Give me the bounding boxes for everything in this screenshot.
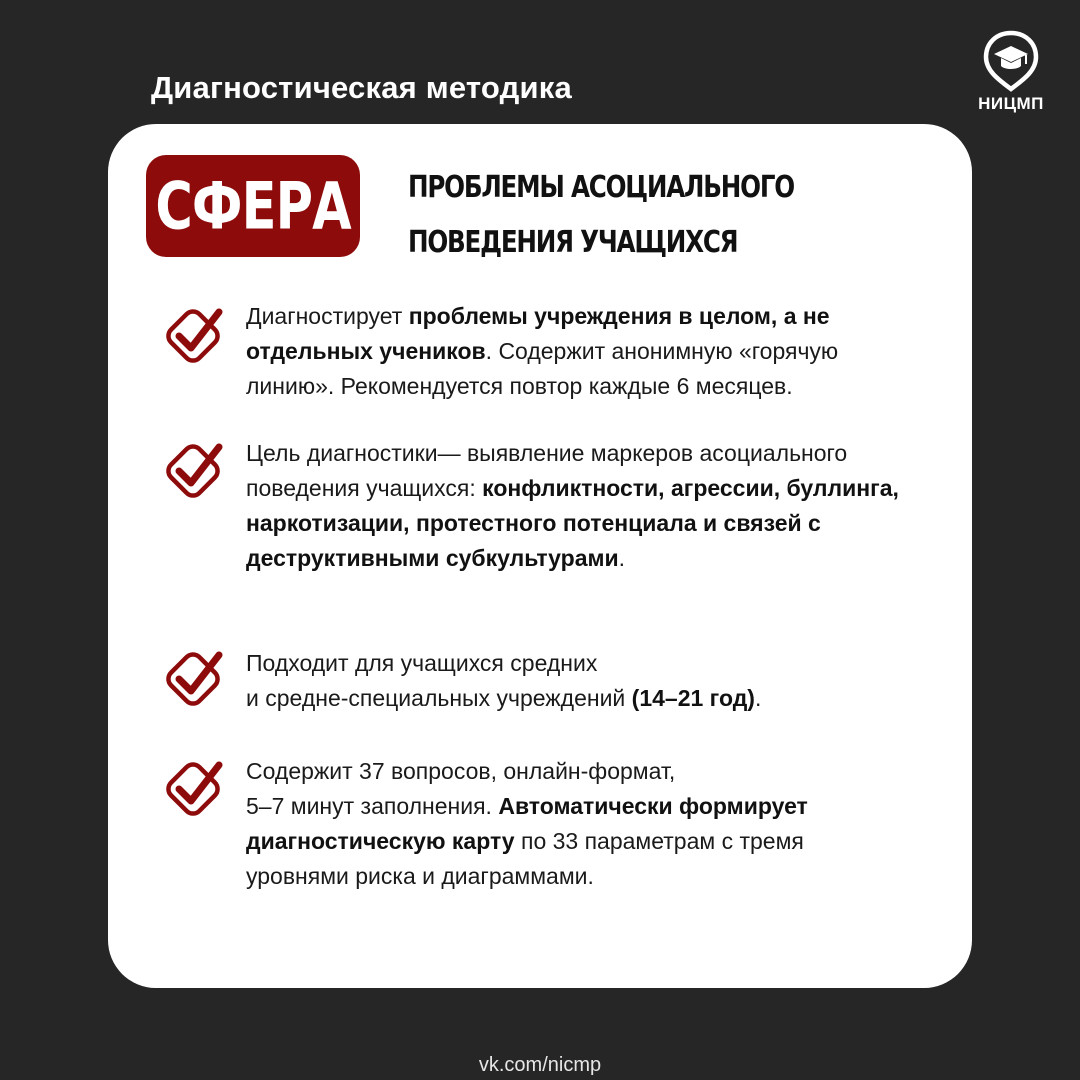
footer-link[interactable]: vk.com/nicmp — [478, 1054, 602, 1076]
nicmp-logo — [970, 30, 1052, 120]
text-emphasis: конфликтности, агрессии, буллинга, наркотизации, протестного потенциала и связей с деструктивными субкультурами — [246, 475, 899, 571]
sphere-badge-label: СФЕРА — [155, 167, 351, 245]
list-item-text — [246, 646, 906, 716]
sphere-subtitle — [408, 160, 834, 270]
text-run: . — [618, 545, 626, 571]
text-run: Подходит для учащихся средних — [246, 650, 598, 676]
text-emphasis: Автоматически формирует диагностическую карту — [246, 793, 808, 854]
text-emphasis: (14–21 год) — [631, 685, 755, 711]
text-run: Цель диагностики— выявление маркеров асоциального поведения учащихся: — [246, 440, 848, 501]
text-run: 5–7 минут заполнения. — [246, 793, 499, 819]
list-item-text — [246, 436, 906, 576]
check-icon — [160, 303, 226, 369]
sphere-subtitle-line-2: ПОВЕДЕНИЯ УЧАЩИХСЯ — [408, 225, 738, 260]
graduation-cap-pin-icon — [983, 30, 1039, 92]
content-card — [108, 124, 972, 988]
text-run: Содержит 37 вопросов, онлайн-формат, — [246, 758, 676, 784]
list-item-text — [246, 754, 906, 894]
text-line — [246, 681, 906, 716]
text-line — [246, 789, 906, 894]
check-icon — [160, 646, 226, 712]
check-icon — [160, 438, 226, 504]
page-title: Диагностическая методика — [151, 70, 572, 105]
sphere-badge — [146, 155, 360, 257]
text-run: и средне-специальных учреждений — [246, 685, 632, 711]
check-icon — [160, 756, 226, 822]
text-run: . Содержит анонимную «горячую линию». Рекомендуется повтор каждые 6 месяцев. — [246, 338, 839, 399]
logo-text: НИЦМП — [978, 94, 1044, 113]
text-emphasis: проблемы учреждения в целом, а не отдельных учеников — [246, 303, 830, 364]
text-run: Диагностирует — [246, 303, 409, 329]
list-item-text — [246, 299, 906, 404]
text-run: по 33 параметрам с тремя уровнями риска и диаграммами. — [246, 828, 804, 889]
sphere-subtitle-line-1: ПРОБЛЕМЫ АСОЦИАЛЬНОГО — [408, 170, 794, 205]
text-run: . — [754, 685, 762, 711]
